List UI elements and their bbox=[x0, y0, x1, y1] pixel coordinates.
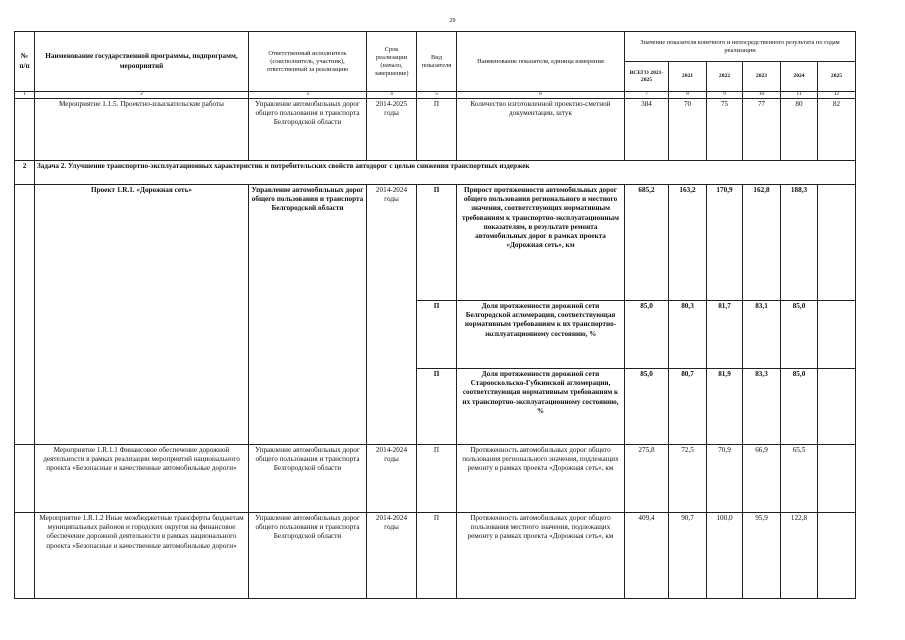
value-2021: 70 bbox=[669, 99, 707, 161]
table-row bbox=[15, 99, 856, 161]
activity-name: Мероприятие 1.1.5. Проектно-изыскательские работы bbox=[35, 99, 249, 161]
value-total: 275,8 bbox=[625, 445, 669, 513]
value-2021: 80,3 bbox=[669, 301, 707, 369]
value-2022: 75 bbox=[707, 99, 743, 161]
indicator-kind: П bbox=[417, 301, 457, 369]
header-name: Наименование государственной программы, подпрограмм, мероприятий bbox=[35, 32, 249, 92]
value-2022: 170,9 bbox=[707, 185, 743, 301]
value-2024: 80 bbox=[781, 99, 818, 161]
value-2023: 77 bbox=[743, 99, 781, 161]
value-2023: 83,3 bbox=[743, 369, 781, 445]
value-total: 85,0 bbox=[625, 301, 669, 369]
value-2021: 80,7 bbox=[669, 369, 707, 445]
header-year-2023: 2023 bbox=[743, 62, 781, 92]
col-number: 6 bbox=[457, 92, 625, 99]
value-2024: 85,0 bbox=[781, 369, 818, 445]
indicator-name: Протяженность автомобильных дорог общего пользования местного значения, подлежащих ремонту в рамках проекта «Дорожная сеть», км bbox=[457, 513, 625, 599]
header-num: № п/п bbox=[15, 32, 35, 92]
executor: Управление автомобильных дорог общего пользования и транспорта Белгородской области bbox=[249, 513, 367, 599]
value-2023: 83,1 bbox=[743, 301, 781, 369]
header-year-2022: 2022 bbox=[707, 62, 743, 92]
project-term: 2014-2024 годы bbox=[367, 185, 417, 445]
indicator-kind: П bbox=[417, 513, 457, 599]
col-number: 4 bbox=[367, 92, 417, 99]
project-executor: Управление автомобильных дорог общего пользования и транспорта Белгородской области bbox=[249, 185, 367, 445]
value-total: 685,2 bbox=[625, 185, 669, 301]
value-2025 bbox=[818, 369, 856, 445]
value-2025 bbox=[818, 185, 856, 301]
value-total: 85,0 bbox=[625, 369, 669, 445]
executor: Управление автомобильных дорог общего пользования и транспорта Белгородской области bbox=[249, 99, 367, 161]
col-number: 1 bbox=[15, 92, 35, 99]
indicator-kind: П bbox=[417, 185, 457, 301]
indicator-kind: П bbox=[417, 99, 457, 161]
col-number: 7 bbox=[625, 92, 669, 99]
value-2025 bbox=[818, 513, 856, 599]
header-total: ВСЕГО 2021-2025 bbox=[625, 62, 669, 92]
page-number: 29 bbox=[449, 18, 456, 24]
indicator-name: Количество изготовленной проектно-сметной документации, штук bbox=[457, 99, 625, 161]
col-number: 5 bbox=[417, 92, 457, 99]
header-year-2021: 2021 bbox=[669, 62, 707, 92]
value-2024: 188,3 bbox=[781, 185, 818, 301]
value-2022: 81,9 bbox=[707, 369, 743, 445]
term: 2014-2024 годы bbox=[367, 445, 417, 513]
value-2025: 82 bbox=[818, 99, 856, 161]
col-number: 12 bbox=[818, 92, 856, 99]
project-name: Проект 1.R.1. «Дорожная сеть» bbox=[35, 185, 249, 445]
value-2022: 81,7 bbox=[707, 301, 743, 369]
indicator-name: Доля протяженности дорожной сети Старооскольско-Губкинской агломерации, соответствующая нормативным требованиям к их транспортно-эксплуатационному состоянию, % bbox=[457, 369, 625, 445]
header-term: Срок реализации (начало, завершение) bbox=[367, 32, 417, 92]
table-row bbox=[15, 445, 856, 513]
col-number: 9 bbox=[707, 92, 743, 99]
header-exec: Ответственный исполнитель (соисполнитель, участник), ответственный за реализацию bbox=[249, 32, 367, 92]
indicator-kind: П bbox=[417, 445, 457, 513]
col-number: 11 bbox=[781, 92, 818, 99]
value-2025 bbox=[818, 301, 856, 369]
header-values-group: Значение показателя конечного и непосредственного результата по годам реализации bbox=[625, 32, 856, 62]
value-2021: 90,7 bbox=[669, 513, 707, 599]
value-2021: 163,2 bbox=[669, 185, 707, 301]
activity-name: Мероприятие 1.R.1.1 Финансовое обеспечение дорожной деятельности в рамках реализации мероприятий национального проекта «Безопасные и качественные автомобильные дороги» bbox=[35, 445, 249, 513]
table-row bbox=[15, 185, 856, 301]
term: 2014-2024 годы bbox=[367, 513, 417, 599]
task-number: 2 bbox=[15, 161, 35, 185]
value-total: 409,4 bbox=[625, 513, 669, 599]
activity-name: Мероприятие 1.R.1.2 Иные межбюджетные трансферты бюджетам муниципальных районов и городских округов на финансовое обеспечение дорожной деятельности в рамках национального проекта «Безопасные и качественные автомобильные дороги» bbox=[35, 513, 249, 599]
column-numbers-row bbox=[15, 92, 856, 99]
value-2023: 162,8 bbox=[743, 185, 781, 301]
indicator-name: Прирост протяженности автомобильных дорог общего пользования регионального и местного значения, соответствующих нормативным требованиям к транспортно-эксплуатационным показателям, в результате ремонта автомобильных дорог в рамках проекта «Дорожная сеть», км bbox=[457, 185, 625, 301]
term: 2014-2025 годы bbox=[367, 99, 417, 161]
executor: Управление автомобильных дорог общего пользования и транспорта Белгородской области bbox=[249, 445, 367, 513]
value-2022: 70,9 bbox=[707, 445, 743, 513]
value-2021: 72,5 bbox=[669, 445, 707, 513]
task-title: Задача 2. Улучшение транспортно-эксплуатационных характеристик и потребительских свойств автодорог с целью снижения транспортных издержек bbox=[35, 161, 856, 185]
task-row bbox=[15, 161, 856, 185]
indicator-name: Протяженность автомобильных дорог общего пользования регионального значения, подлежащих ремонту в рамках проекта «Дорожная сеть», км bbox=[457, 445, 625, 513]
col-number: 10 bbox=[743, 92, 781, 99]
header-row-1 bbox=[15, 32, 856, 62]
program-indicators-table bbox=[14, 31, 856, 599]
col-number: 8 bbox=[669, 92, 707, 99]
indicator-name: Доля протяженности дорожной сети Белгородской агломерации, соответствующая нормативным требованиям к их транспортно-эксплуатационному состоянию, % bbox=[457, 301, 625, 369]
header-year-2025: 2025 bbox=[818, 62, 856, 92]
value-total: 384 bbox=[625, 99, 669, 161]
header-indicator: Наименование показателя, единица измерения bbox=[457, 32, 625, 92]
col-number: 2 bbox=[35, 92, 249, 99]
value-2024: 122,8 bbox=[781, 513, 818, 599]
indicator-kind: П bbox=[417, 369, 457, 445]
value-2022: 100,0 bbox=[707, 513, 743, 599]
header-year-2024: 2024 bbox=[781, 62, 818, 92]
table-row bbox=[15, 513, 856, 599]
value-2024: 65,5 bbox=[781, 445, 818, 513]
value-2023: 66,9 bbox=[743, 445, 781, 513]
value-2024: 85,0 bbox=[781, 301, 818, 369]
value-2025 bbox=[818, 445, 856, 513]
value-2023: 95,9 bbox=[743, 513, 781, 599]
header-kind: Вид показателя bbox=[417, 32, 457, 92]
col-number: 3 bbox=[249, 92, 367, 99]
